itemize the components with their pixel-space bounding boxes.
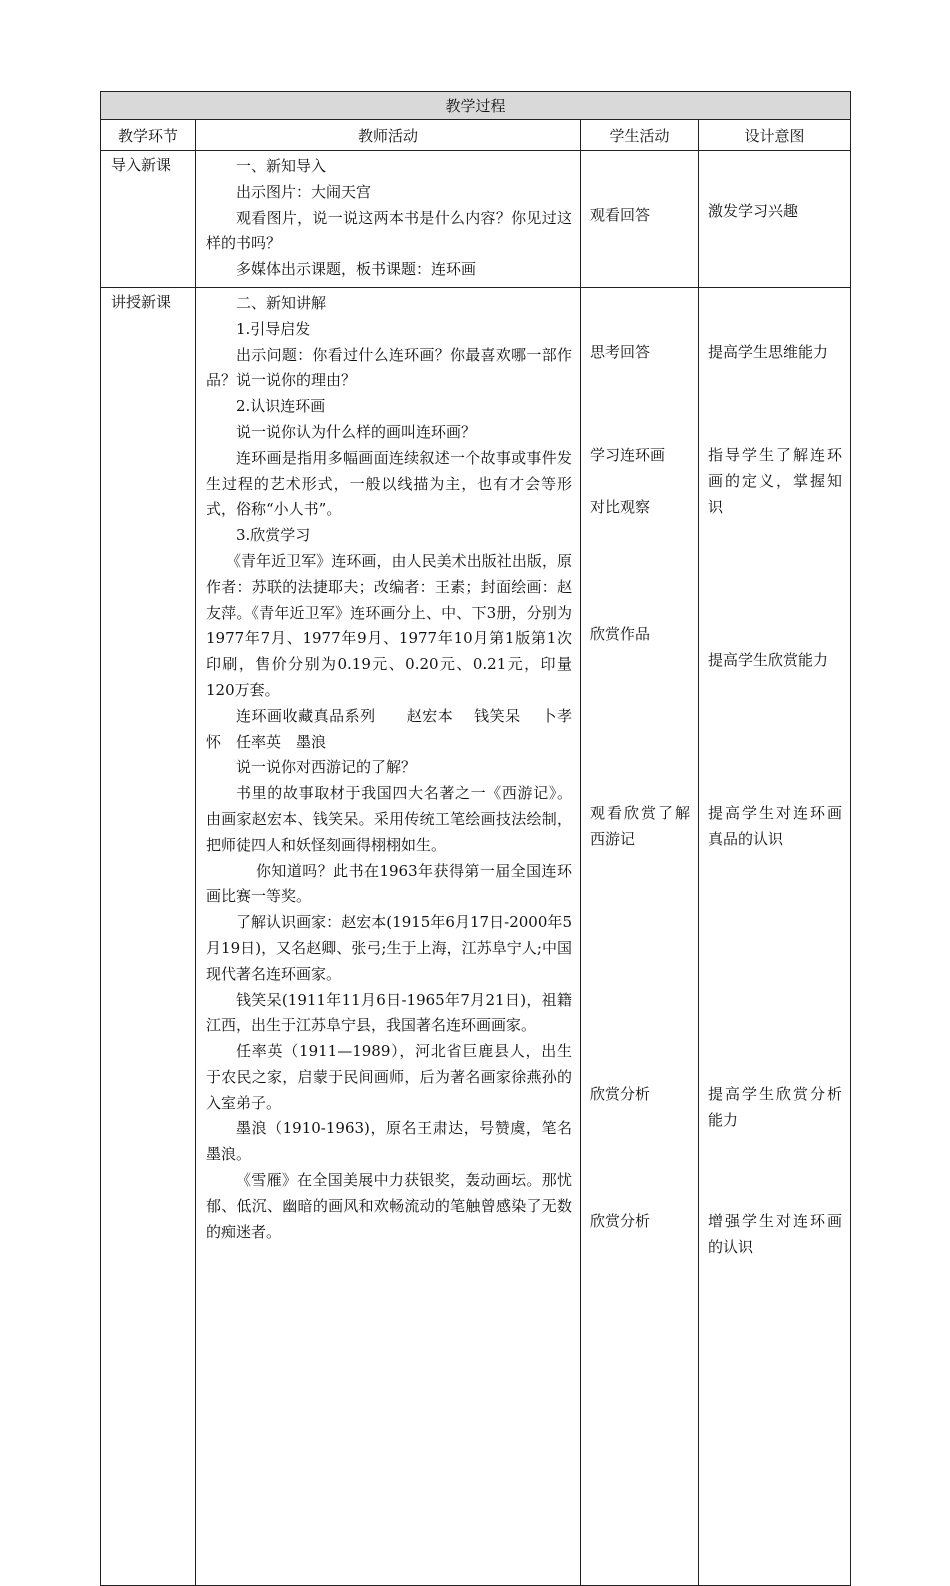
teacher-text: 说一说你对西游记的了解？ [236, 758, 417, 777]
teacher-text: 多媒体出示课题，板书课题：连环画 [236, 260, 477, 279]
design-intent-cell [699, 287, 851, 1585]
teacher-activity-cell [196, 287, 581, 1585]
header-stage: 教学环节 [101, 120, 196, 151]
student-text: 欣赏作品 [590, 624, 651, 643]
teacher-text: 钱笑呆(1911年11月6日-1965年7月21日)，祖籍江西，出生于江苏阜宁县，我国著名连环画画家。 [206, 990, 572, 1035]
teacher-text: 出示问题：你看过什么连环画？你最喜欢哪一部作品？说一说你的理由？ [206, 345, 572, 390]
teacher-text: 《青年近卫军》连环画，由人民美术出版社出版，原作者：苏联的法捷耶夫；改编者：王素；封面绘画：赵友萍。《青年近卫军》连环画分上、中、下3册，分别为1977年7月、1977年9月、1977年10月第1版第1次印刷，售价分别为0.19元、0.20元、0.21元，印量120万套。 [206, 551, 572, 699]
student-activity-cell [581, 151, 699, 288]
student-text: 观看欣赏了解西游记 [590, 803, 690, 848]
student-text: 对比观察 [590, 497, 651, 516]
teacher-text: 书里的故事取材于我国四大名著之一《西游记》。由画家赵宏本、钱笑呆。采用传统工笔绘画技法绘制，把师徒四人和妖怪刻画得栩栩如生。 [206, 784, 572, 854]
teacher-text: 连环画是指用多幅画面连续叙述一个故事或事件发生过程的艺术形式，一般以线描为主，也有才会等形式，俗称“小人书”。 [206, 448, 572, 519]
teacher-text: 出示图片：大闹天宫 [236, 182, 372, 201]
teacher-text: 《雪雁》在全国美展中力获银奖，轰动画坛。那忧郁、低沉、幽暗的画风和欢畅流动的笔触曾感染了无数的痴迷者。 [206, 1171, 572, 1241]
student-text: 观看回答 [590, 206, 651, 224]
teacher-text: 了解认识画家：赵宏本(1915年6月17日-2000年5月19日)，又名赵卿、张弓;生于上海，江苏阜宁人;中国现代著名连环画家。 [206, 913, 572, 983]
intent-text: 增强学生对连环画的认识 [708, 1211, 843, 1256]
design-intent-cell [699, 151, 851, 288]
intent-text: 提高学生欣赏能力 [708, 650, 829, 669]
teacher-text: 墨浪（1910-1963)，原名王肃达，号赞虞，笔名墨浪。 [206, 1119, 572, 1164]
table-row [101, 151, 851, 288]
intent-text: 提高学生思维能力 [708, 342, 829, 361]
stage-cell: 导入新课 [101, 151, 196, 288]
table-title: 教学过程 [101, 92, 851, 120]
teacher-text: 3.欣赏学习 [236, 526, 311, 545]
intent-text: 提高学生欣赏分析能力 [708, 1084, 843, 1129]
table-row [101, 287, 851, 1585]
header-teacher-activity: 教师活动 [196, 120, 581, 151]
teacher-text: 一、新知导入 [236, 157, 327, 175]
teacher-text: 任率英（1911—1989），河北省巨鹿县人，出生于农民之家，启蒙于民间画师，后为著名画家徐燕孙的入室弟子。 [206, 1042, 572, 1112]
intent-text: 指导学生了解连环画的定义，掌握知识 [708, 445, 843, 516]
teacher-activity-cell [196, 151, 581, 288]
teacher-text: 说一说你认为什么样的画叫连环画？ [236, 422, 477, 441]
teacher-text: 你知道吗？此书在1963年获得第一届全国连环画比赛一等奖。 [206, 861, 572, 906]
header-student-activity: 学生活动 [581, 120, 699, 151]
stage-cell: 讲授新课 [101, 287, 196, 1585]
student-text: 欣赏分析 [590, 1084, 651, 1103]
teacher-text: 二、新知讲解 [236, 293, 327, 312]
student-text: 欣赏分析 [590, 1211, 651, 1230]
header-design-intent: 设计意图 [699, 120, 851, 151]
teaching-process-table [100, 91, 851, 1586]
teacher-text: 连环画收藏真品系列 赵宏本 钱笑呆 卜孝怀 任率英 墨浪 [206, 706, 572, 751]
teacher-text: 观看图片，说一说这两本书是什么内容？你见过这样的书吗？ [206, 208, 572, 253]
intent-text: 提高学生对连环画真品的认识 [708, 803, 843, 848]
teacher-text: 2.认识连环画 [236, 397, 326, 416]
intent-text: 激发学习兴趣 [708, 202, 799, 220]
teacher-text: 1.引导启发 [236, 319, 311, 338]
student-activity-cell [581, 287, 699, 1585]
student-text: 学习连环画 [590, 445, 666, 464]
student-text: 思考回答 [590, 342, 651, 361]
